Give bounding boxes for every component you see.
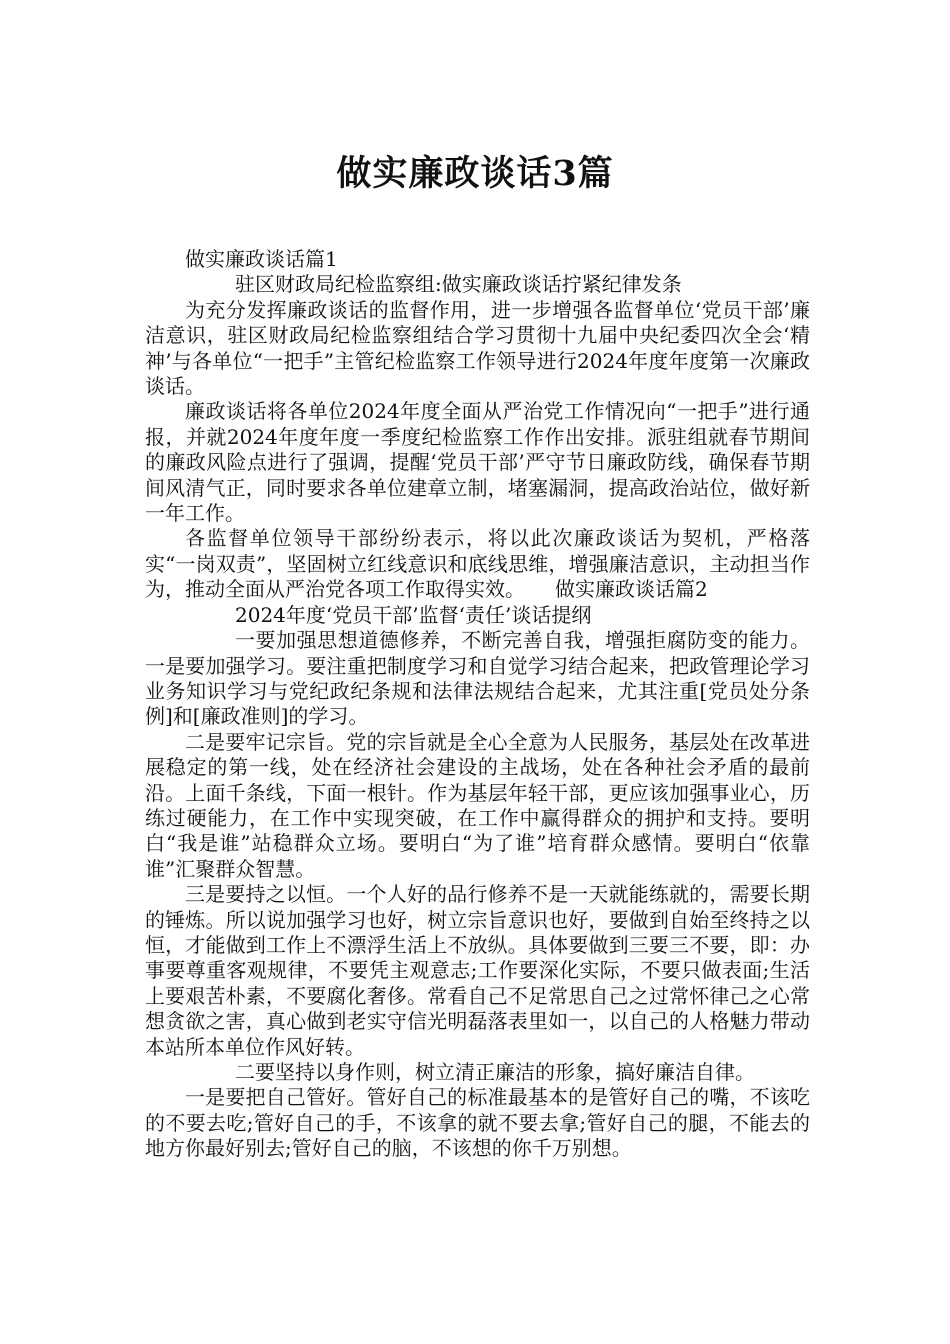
section-heading-1: 做实廉政谈话篇1	[185, 247, 338, 271]
paragraph: 二是要牢记宗旨。党的宗旨就是全心全意为人民服务，基层处在改革进展稳定的第一线，处在经济社会建设的主战场，处在各种社会矛盾的最前沿。上面千条线，下面一根针。作为基层年轻干部，更应该加强事业心，历练过硬能力，在工作中实现突破，在工作中赢得群众的拥护和支持。要明白“我是谁”站稳群众立场。要明白“为了谁”培育群众感情。要明白“依靠谁”汇聚群众智慧。	[145, 729, 810, 881]
article-subtitle-1: 驻区财政局纪检监察组:做实廉政谈话拧紧纪律发条	[235, 272, 682, 297]
paragraph: 为充分发挥廉政谈话的监督作用，进一步增强各监督单位‘党员干部’廉洁意识，驻区财政局纪检监察组结合学习贯彻十九届中央纪委四次全会‘精神’与各单位“一把手”主管纪检监察工作领导进行2024年度年度第一次廉政谈话。	[145, 297, 810, 399]
paragraph: 廉政谈话将各单位2024年度全面从严治党工作情况向“一把手”进行通报，并就2024年度年度一季度纪检监察工作作出安排。派驻组就春节期间的廉政风险点进行了强调，提醒‘党员干部’严守节日廉政防线，确保春节期间风清气正，同时要求各单位建章立制，堵塞漏洞，提高政治站位，做好新一年工作。	[145, 399, 810, 526]
paragraph: 二要坚持以身作则，树立清正廉洁的形象，搞好廉洁自律。	[235, 1060, 755, 1084]
paragraph: 一是要把自己管好。管好自己的标准最基本的是管好自己的嘴，不该吃的不要去吃;管好自己的手，不该拿的就不要去拿;管好自己的腿，不能去的地方你最好别去;管好自己的脑，不该想的你千万别想。	[145, 1085, 810, 1161]
paragraph: 三是要持之以恒。一个人好的品行修养不是一天就能练就的，需要长期的锤炼。所以说加强学习也好，树立宗旨意识也好，要做到自始至终持之以恒，才能做到工作上不漂浮生活上不放纵。具体要做到三要三不要，即：办事要尊重客观规律，不要凭主观意志;工作要深化实际，不要只做表面;生活上要艰苦朴素，不要腐化奢侈。常看自己不足常思自己之过常怀律己之心常想贪欲之害，真心做到老实守信光明磊落表里如一，以自己的人格魅力带动本站所本单位作风好转。	[145, 882, 810, 1059]
paragraph: 一要加强思想道德修养，不断完善自我，增强拒腐防变的能力。一是要加强学习。要注重把制度学习和自觉学习结合起来，把政管理论学习业务知识学习与党纪政纪条规和法律法规结合起来，尤其注重[党员处分条例]和[廉政准则]的学习。	[145, 628, 810, 729]
article-subtitle-2: 2024年度‘党员干部’监督‘责任’谈话提纲	[235, 602, 592, 627]
document-body	[145, 247, 810, 1162]
page-title: 做实廉政谈话3篇	[336, 153, 614, 195]
paragraph: 各监督单位领导干部纷纷表示，将以此次廉政谈话为契机，严格落实“一岗双责”，坚固树立红线意识和底线思维，增强廉洁意识，主动担当作为，推动全面从严治党各项工作取得实效。 做实廉政谈话篇2	[145, 526, 810, 602]
